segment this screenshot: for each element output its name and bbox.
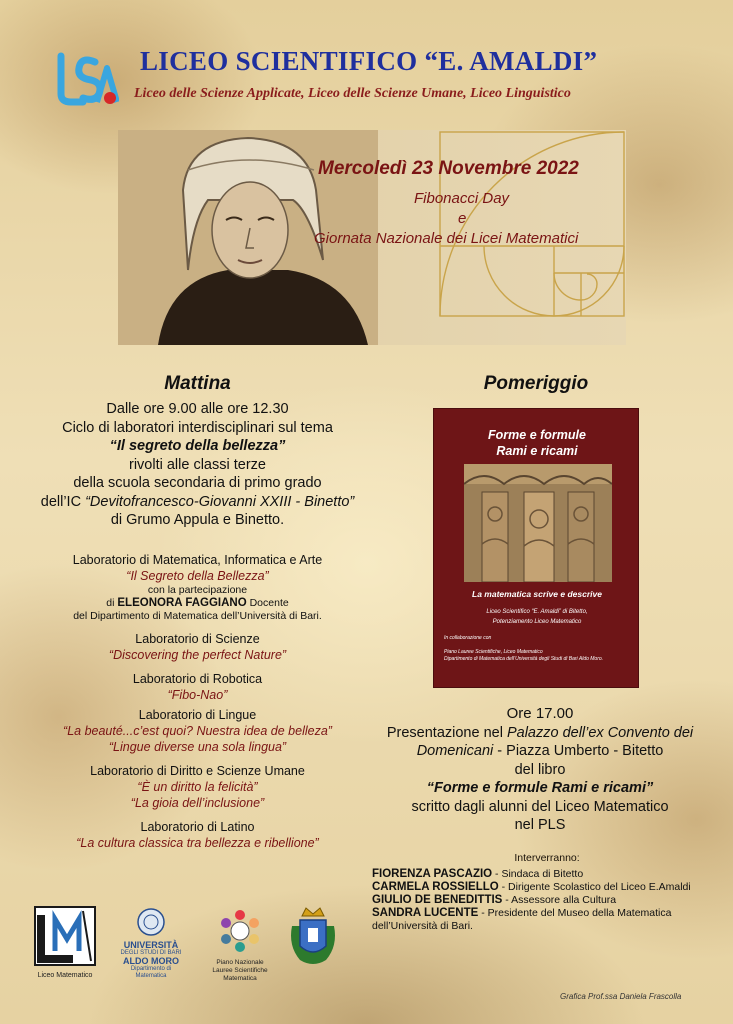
speakers-list <box>372 868 722 933</box>
graphic-credit: Grafica Prof.ssa Daniela Frascolla <box>560 992 682 1001</box>
speaker-3 <box>372 894 722 907</box>
uniba-logo <box>113 908 189 978</box>
liceo-matematico-logo <box>33 905 97 979</box>
liceo-matematico-icon <box>33 905 97 967</box>
book-cover-photo-image <box>464 464 612 582</box>
book-cover-tagline: La matematica scrive e descrive <box>472 589 602 599</box>
pls-line-2: Lauree Scientifiche <box>212 967 268 974</box>
uniba-seal-icon <box>113 908 189 936</box>
book-cover-line-1: Liceo Scientifico “E. Amaldi” di Bitetto, <box>486 609 588 615</box>
liceo-matematico-caption: Liceo Matematico <box>37 972 93 979</box>
morning-school <box>20 493 375 512</box>
speaker-role: - Assessore alla Cultura <box>502 894 617 906</box>
lab-math-dept: del Dipartimento di Matematica dell’Università di Bari. <box>73 609 322 622</box>
guest-name: ELEONORA FAGGIANO <box>117 596 247 609</box>
school-name: “Devitofrancesco-Giovanni XXIII - Binetto” <box>85 493 355 510</box>
lab-science-title: Laboratorio di Scienze <box>135 631 260 646</box>
lab-science-subtitle: “Discovering the perfect Nature” <box>108 647 287 662</box>
uniba-line-5: Matematica <box>135 973 167 979</box>
speaker-name: CARMELA ROSSIELLO <box>372 881 499 893</box>
uniba-line-2: DEGLI STUDI DI BARI <box>120 950 182 956</box>
speaker-name: FIORENZA PASCAZIO <box>372 868 493 880</box>
presentation-prefix: Presentazione nel <box>386 724 507 741</box>
lab-robotics-subtitle: “Fibo-Nao” <box>167 687 228 702</box>
lab-languages-title: Laboratorio di Lingue <box>138 707 257 722</box>
event-banner <box>118 130 626 345</box>
isa-logo-icon <box>55 50 119 106</box>
book-cover-title <box>434 427 640 459</box>
uniba-line-3: ALDO MORO <box>123 956 179 966</box>
book-cover-title-1: Forme e formule <box>488 428 586 442</box>
lab-languages-subtitle-2: “Lingue diverse una sola lingua” <box>108 739 287 754</box>
afternoon-time: Ore 17.00 <box>506 705 574 722</box>
pls-wheel-icon <box>208 908 272 954</box>
morning-audience-2: della scuola secondaria di primo grado <box>73 475 322 491</box>
lab-law-subtitle-1: “È un diritto la felicità” <box>137 779 258 794</box>
speaker-name: SANDRA LUCENTE <box>372 907 479 919</box>
pls-line-1: Piano Nazionale <box>216 959 264 966</box>
morning-theme: “Il segreto della bellezza” <box>109 438 286 454</box>
lab-law-title: Laboratorio di Diritto e Scienze Umane <box>90 763 305 778</box>
speaker-4-extra: dell’Università di Bari. <box>372 920 473 932</box>
morning-time: Dalle ore 9.00 alle ore 12.30 <box>106 401 289 417</box>
book-cover-title-2: Rami e ricami <box>496 444 578 458</box>
event-date: Mercoledì 23 Novembre 2022 <box>318 158 579 179</box>
municipal-crest-icon <box>288 906 338 972</box>
lab-math-subtitle: “Il Segreto della Bellezza” <box>126 568 269 583</box>
lab-robotics-title: Laboratorio di Robotica <box>132 671 263 686</box>
event-name: Fibonacci Day <box>414 190 510 207</box>
speaker-1 <box>372 868 722 881</box>
speakers-label: Interverranno: <box>514 852 580 864</box>
book-cover-line-2: Potenziamento Liceo Matematico <box>492 619 582 625</box>
pls-logo <box>208 908 272 980</box>
lab-math-guest <box>20 597 375 610</box>
school-prefix: dell’IC <box>40 493 86 510</box>
morning-heading: Mattina <box>164 373 231 394</box>
speaker-role: - Sindaca di Bitetto <box>492 868 584 880</box>
lab-languages-subtitle-1: “La beauté...c’est quoi? Nuestra idea de belleza” <box>63 723 332 738</box>
lab-math-title: Laboratorio di Matematica, Informatica e Arte <box>72 552 323 567</box>
lab-latin-subtitle: “La cultura classica tra bellezza e ribellione” <box>76 835 319 850</box>
lab-law-subtitle-2: “La gioia dell’inclusione” <box>130 795 265 810</box>
presentation-line-1 <box>365 724 715 743</box>
speaker-name: GIULIO DE BENEDITTIS <box>372 894 503 906</box>
morning-place: di Grumo Appula e Binetto. <box>110 512 285 528</box>
speaker-role: - Dirigente Scolastico del Liceo E.Amaldi <box>498 881 691 893</box>
presentation-line-3: del libro <box>514 761 566 778</box>
school-title: LICEO SCIENTIFICO “E. AMALDI” <box>140 46 598 76</box>
lab-latin-title: Laboratorio di Latino <box>140 819 255 834</box>
guest-role: Docente <box>246 596 289 609</box>
afternoon-section <box>365 705 715 835</box>
presentation-place-2: Domenicani <box>416 743 494 759</box>
speaker-2 <box>372 881 722 894</box>
school-logo <box>55 50 119 106</box>
book-title: “Forme e formule Rami e ricami” <box>426 780 654 796</box>
uniba-line-1: UNIVERSITÀ <box>123 940 179 950</box>
book-cover-partner-2: Dipartimento di Matematica dell’Università degli Studi di Bari Aldo Moro. <box>444 656 604 662</box>
book-cover-partner-1: Piano Lauree Scientifiche, Liceo Matematico <box>444 649 543 655</box>
bitetto-crest <box>288 906 338 972</box>
presentation-line-2 <box>365 742 715 761</box>
morning-audience-1: rivolti alle classi terze <box>129 456 266 473</box>
pls-line-3: Matematica <box>223 975 257 982</box>
school-subtitle: Liceo delle Scienze Applicate, Liceo delle Scienze Umane, Liceo Linguistico <box>134 86 571 101</box>
uniba-line-4: Dipartimento di <box>130 966 172 972</box>
event-conjunction: e <box>458 210 467 227</box>
presentation-place-1: Palazzo dell’ex Convento dei <box>506 724 694 741</box>
lab-math-with: con la partecipazione <box>147 583 248 596</box>
book-authors-1: scritto dagli alunni del Liceo Matematico <box>411 798 669 815</box>
presentation-suffix: - Piazza Umberto - Bitetto <box>493 743 664 759</box>
afternoon-heading: Pomeriggio <box>483 373 589 394</box>
guest-prefix: di <box>106 596 118 609</box>
book-cover-collab: In collaborazione con <box>444 635 492 641</box>
book-authors-2: nel PLS <box>514 817 566 833</box>
morning-intro: Ciclo di laboratori interdisciplinari sul tema <box>62 419 333 436</box>
book-cover <box>433 408 639 688</box>
morning-section <box>20 400 375 851</box>
speaker-4 <box>372 907 722 920</box>
event-subname: Giornata Nazionale dei Licei Matematici <box>314 230 579 247</box>
speaker-role: - Presidente del Museo della Matematica <box>478 907 672 919</box>
